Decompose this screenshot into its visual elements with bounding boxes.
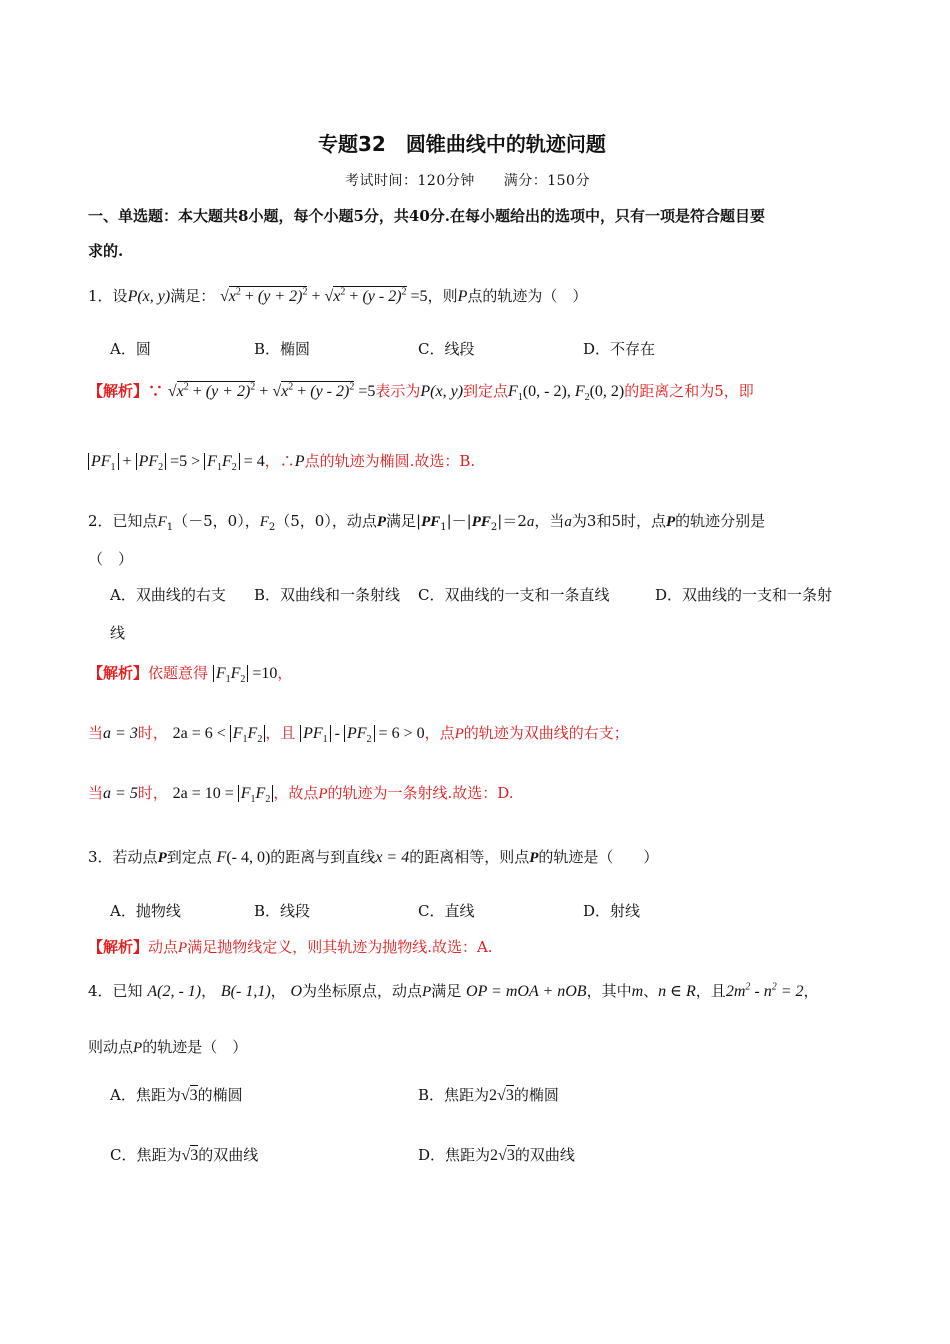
q1-option-a: A．圆 xyxy=(110,340,151,358)
q3-text: 的距离相等，则点 xyxy=(409,848,530,866)
q1-sol-text: 的距离之和为5，即 xyxy=(624,382,754,400)
q1-text: 设 xyxy=(112,287,128,305)
q2-text: |＝2 xyxy=(497,512,527,530)
q4-text: 满足 xyxy=(431,982,462,1000)
q4-option-d xyxy=(418,1144,575,1165)
q2-option-c: C．双曲线的一支和一条直线 xyxy=(418,586,610,604)
q2-sol-text: 依题意得 xyxy=(148,664,209,682)
math-relation: $2m^2 - n^2 = 2$ xyxy=(725,981,804,1000)
q1-option-d: D．不存在 xyxy=(583,340,656,358)
q2-text: （5，0），动点 xyxy=(275,512,377,530)
q2-option-a: A．双曲线的右支 xyxy=(110,586,226,604)
q4-text: ，其中 xyxy=(586,982,632,1000)
q4-option-b xyxy=(418,1084,559,1105)
math-a5: a = 5 xyxy=(103,785,138,802)
math-sqrt3: √3 xyxy=(180,1087,198,1104)
q2-solution-line3: 当a = 5时， $2a = 10 = F_1F_2$ ，故点P的轨迹为一条射线.故选：D. xyxy=(88,784,514,806)
q4-text: 则动点 xyxy=(88,1038,134,1056)
math-foci: $F_1(0$, - 2), $F_2(0$, 2) xyxy=(508,383,625,404)
q4-option-tail: 的椭圆 xyxy=(513,1086,559,1104)
q3-sol-text: 满足抛物线定义，则其轨迹为抛物线.故选：A. xyxy=(187,938,493,956)
q1-option-c: C．线段 xyxy=(418,340,475,358)
q2-sol-text: ，故点 xyxy=(273,784,319,802)
math-P: P xyxy=(294,453,305,470)
q4-text: 为坐标原点，动点 xyxy=(302,982,423,1000)
q4-option-label: D．焦距为 xyxy=(418,1146,491,1164)
q4-option-a xyxy=(110,1084,243,1105)
q3-solution: 【解析】动点P满足抛物线定义，则其轨迹为抛物线.故选：A. xyxy=(88,938,493,956)
q2-text: （－5，0）， xyxy=(173,512,260,530)
math-P: P xyxy=(457,288,468,305)
q4-text: ， xyxy=(803,982,819,1000)
question-1 xyxy=(88,285,587,306)
math-F-point: F(- 4, 0) xyxy=(216,849,271,866)
q2-sol-text: 当 xyxy=(88,724,104,742)
q3-option-b: B．线段 xyxy=(254,902,311,920)
q3-text: 的轨迹是（ ） xyxy=(538,848,659,866)
q3-text: 的距离与到直线 xyxy=(270,848,376,866)
q1-text: 点的轨迹为（ ） xyxy=(467,287,588,305)
q2-sol-text: 时， xyxy=(137,724,168,742)
q2-text: |－| xyxy=(446,512,472,530)
q4-text: ，且 xyxy=(695,982,726,1000)
math-m: m xyxy=(631,983,644,1000)
q1-number: 1． xyxy=(88,287,113,305)
q2-sol-text: 当 xyxy=(88,784,104,802)
q3-option-d: D．射线 xyxy=(583,902,641,920)
q3-sol-text: 动点 xyxy=(148,938,179,956)
q4-option-label: B．焦距为 xyxy=(418,1086,490,1104)
q2-text: 的轨迹分别是 xyxy=(675,512,766,530)
math-A: A(2, - 1) xyxy=(147,983,202,1000)
section-heading-cont: 求的. xyxy=(88,242,124,260)
math-expression: $F_1F_2 =10$ xyxy=(213,665,278,682)
q1-sol-text: 点的轨迹为椭圆.故选：B. xyxy=(304,452,476,470)
q1-solution xyxy=(88,380,754,403)
q2-option-d-cont: 线 xyxy=(110,624,126,642)
q2-text: 为3和5时，点 xyxy=(571,512,666,530)
math-2sqrt3: 2√3 xyxy=(489,1087,514,1104)
q4-number: 4． xyxy=(88,982,113,1000)
q4-option-tail: 的双曲线 xyxy=(198,1146,259,1164)
q2-option-b: B．双曲线和一条射线 xyxy=(254,586,401,604)
math-expression: $PF_1 + PF_2 =5 > F_1F_2 = 4$ xyxy=(88,453,265,470)
solution-tag: 【解析】 xyxy=(88,664,149,682)
page-title: 专题32 圆锥曲线中的轨迹问题 xyxy=(318,132,606,156)
q4-text: ， xyxy=(201,982,217,1000)
math-nR: n ∈ R xyxy=(658,983,696,1000)
q2-sol-text: ，点 xyxy=(424,724,455,742)
math-O: O xyxy=(290,983,303,1000)
q2-text: 满足| xyxy=(386,512,422,530)
q4-text: 已知 xyxy=(112,982,143,1000)
math-x4: x = 4 xyxy=(375,849,410,866)
q4-line2: 则动点P的轨迹是（ ） xyxy=(88,1038,248,1056)
q3-option-a: A．抛物线 xyxy=(110,902,181,920)
math-expression: $√x^2 + (y + 2)^2 + √x^2 + (y - 2)^2 =5$ xyxy=(220,286,428,305)
q1-sol-text: ，∴ xyxy=(264,452,295,470)
q4-text: 、 xyxy=(643,982,659,1000)
q1-text: 满足： xyxy=(170,287,216,305)
q3-text: 到定点 xyxy=(166,848,212,866)
q2-text: 已知点 xyxy=(112,512,158,530)
math-B: B(- 1,1) xyxy=(220,983,271,1000)
q4-option-label: C．焦距为 xyxy=(110,1146,182,1164)
q2-option-d: D．双曲线的一支和一条射 xyxy=(655,586,833,604)
math-OP: OP = mOA + nOB xyxy=(466,983,587,1000)
q2-sol-text: ，且 xyxy=(265,724,296,742)
math-expression: $PF_1 - PF_2 = 6 > 0$ xyxy=(300,725,424,742)
math-sqrt3: √3 xyxy=(181,1147,199,1164)
question-3: 3．若动点P到定点 F(- 4, 0)的距离与到直线x = 4的距离相等，则点P的轨迹是（ ） xyxy=(88,848,659,866)
solution-tag: 【解析】 xyxy=(88,382,149,400)
q4-option-c xyxy=(110,1144,258,1165)
math-expression: $√x^2 + (y + 2)^2 + √x^2 + (y - 2)^2 =5$ xyxy=(167,381,376,400)
math-expression: $2a = 10 = F_1F_2$ xyxy=(173,785,274,802)
q2-solution-line2: 当a = 3时， $2a = 6 < F_1F_2$ ，且 $PF_1 - PF_2 = 6 > 0$，点P的轨迹为双曲线的右支； xyxy=(88,724,629,746)
q4-option-tail: 的椭圆 xyxy=(197,1086,243,1104)
q4-text: ， xyxy=(270,982,286,1000)
q2-text: ，当 xyxy=(534,512,565,530)
question-2: 2．已知点$F_1(-5$，0），$F_2(5$，0），动点P满足$|PF_1|-|PF_2|=2a$，当a为3和5时，点P的轨迹分别是 xyxy=(88,512,766,533)
q1-solution-cont xyxy=(88,450,475,473)
exam-info: 考试时间：120分钟 满分：150分 xyxy=(345,173,590,189)
solution-tag: 【解析】 xyxy=(88,938,149,956)
q2-solution-line1 xyxy=(88,662,292,685)
q2-number: 2． xyxy=(88,512,113,530)
q3-text: 若动点 xyxy=(112,848,158,866)
math-2sqrt3: 2√3 xyxy=(490,1147,515,1164)
math-Pxy: P(x, y) xyxy=(420,383,464,400)
math-Pxy: P(x, y) xyxy=(127,288,171,305)
q3-number: 3． xyxy=(88,848,113,866)
q2-sol-text: 的轨迹为双曲线的右支； xyxy=(463,724,629,742)
question-4: 4．已知 A(2, - 1)， B(- 1,1)， O为坐标原点，动点P满足 OP = mOA + nOB，其中m、n ∈ R，且$2m^2 - n^2 = 2$， xyxy=(88,981,819,1000)
math-expression: $2a = 6 < F_1F_2$ xyxy=(173,725,266,742)
q1-sol-text: 到定点 xyxy=(463,382,509,400)
q2-sol-text: 的轨迹为一条射线.故选：D. xyxy=(327,784,514,802)
q4-text: 的轨迹是（ ） xyxy=(142,1038,248,1056)
q2-paren: （ ） xyxy=(88,550,134,568)
q1-sol-text: ∵ xyxy=(148,382,164,400)
q4-option-label: A．焦距为 xyxy=(110,1086,181,1104)
section-heading: 一、单选题：本大题共8小题，每个小题5分，共40分.在每小题给出的选项中，只有一项是符合题目要 xyxy=(88,207,765,225)
q1-option-b: B．椭圆 xyxy=(254,340,311,358)
math-a3: a = 3 xyxy=(103,725,138,742)
q3-option-c: C．直线 xyxy=(418,902,475,920)
q1-sol-text: 表示为 xyxy=(375,382,421,400)
q2-sol-text: 时， xyxy=(137,784,168,802)
q2-sol-text: ， xyxy=(277,664,293,682)
q4-option-tail: 的双曲线 xyxy=(514,1146,575,1164)
q1-text: ，则 xyxy=(427,287,458,305)
